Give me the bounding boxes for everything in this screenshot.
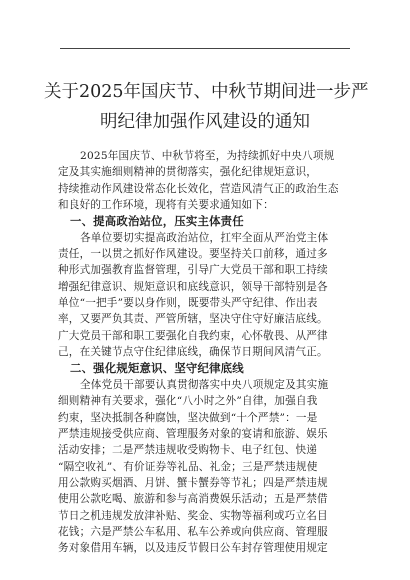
body-text-line: 和良好的工作环境，现将有关要求通知如下： bbox=[58, 199, 274, 212]
body-text-line: 严禁违规接受供应商、管理服务对象的宴请和旅游、娱乐 bbox=[58, 427, 328, 440]
header-rule bbox=[60, 48, 350, 49]
body-text-line: 活动安排；二是严禁违规收受购物卡、电子红包、快递 bbox=[58, 444, 318, 457]
body-text-line: 种形式加强教育监督管理，引导广大党员干部和职工持续 bbox=[58, 264, 328, 277]
body-text-line: 节日之机违规发放津补贴、奖金、实物等福利或巧立名目 bbox=[58, 509, 328, 522]
body-text-line: 细则精神有关要求，强化“八小时之外”自律，加强自我 bbox=[58, 395, 318, 408]
body-text-line: 率，又要严负其责、严管所辖，坚决守住守好廉洁底线。 bbox=[58, 313, 328, 326]
body-text-line: 持续推动作风建设常态化长效化，营造风清气正的政治生态 bbox=[58, 182, 339, 195]
document-title-line-1: 关于2025年国庆节、中秋节期间进一步严 bbox=[44, 82, 369, 102]
body-text-line: 增强纪律意识、规矩意识和底线意识，领导干部特别是各 bbox=[58, 280, 328, 293]
section-heading: 二、强化规矩意识、坚守纪律底线 bbox=[70, 361, 244, 376]
body-text-line: 广大党员干部和职工要强化自我约束，心怀敬畏、从严律 bbox=[58, 329, 328, 342]
section-heading: 一、提高政治站位，压实主体责任 bbox=[70, 214, 244, 229]
body-text-line: 务对象借用车辆，以及违反节假日公车封存管理使用规定 bbox=[58, 542, 328, 555]
body-text-line: 定及其实施细则精神的贯彻落实，强化纪律规矩意识， bbox=[58, 166, 318, 179]
body-text-line: 2025年国庆节、中秋节将至，为持续抓好中央八项规 bbox=[80, 150, 335, 162]
body-text-line: 使用公款吃喝、旅游和参与高消费娱乐活动；五是严禁借 bbox=[58, 493, 328, 506]
document-title-line-2: 明纪律加强作风建设的通知 bbox=[100, 112, 310, 132]
body-text-line: 用公款购买烟酒、月饼、蟹卡蟹券等节礼；四是严禁违规 bbox=[58, 476, 328, 489]
document-body bbox=[58, 148, 354, 557]
body-text-line: “隔空收礼”、有价证券等礼品、礼金；三是严禁违规使 bbox=[58, 460, 318, 473]
body-text-line: 约束，坚决抵制各种腐蚀，坚决做到“十个严禁”：一是 bbox=[58, 411, 318, 424]
body-text-line: 单位“一把手”要以身作则，既要带头严守纪律、作出表 bbox=[58, 297, 318, 310]
body-text-line: 己，在关键节点守住纪律底线，确保节日期间风清气正。 bbox=[58, 346, 328, 359]
body-text-line: 花钱；六是严禁公车私用、私车公养或向供应商、管理服 bbox=[58, 525, 328, 538]
body-text-line: 责任，一以贯之抓好作风建设。要坚持关口前移，通过多 bbox=[58, 248, 328, 261]
body-text-line: 各单位要切实提高政治站位，扛牢全面从严治党主体 bbox=[80, 231, 329, 244]
body-text-line: 全体党员干部要认真贯彻落实中央八项规定及其实施 bbox=[80, 378, 329, 391]
